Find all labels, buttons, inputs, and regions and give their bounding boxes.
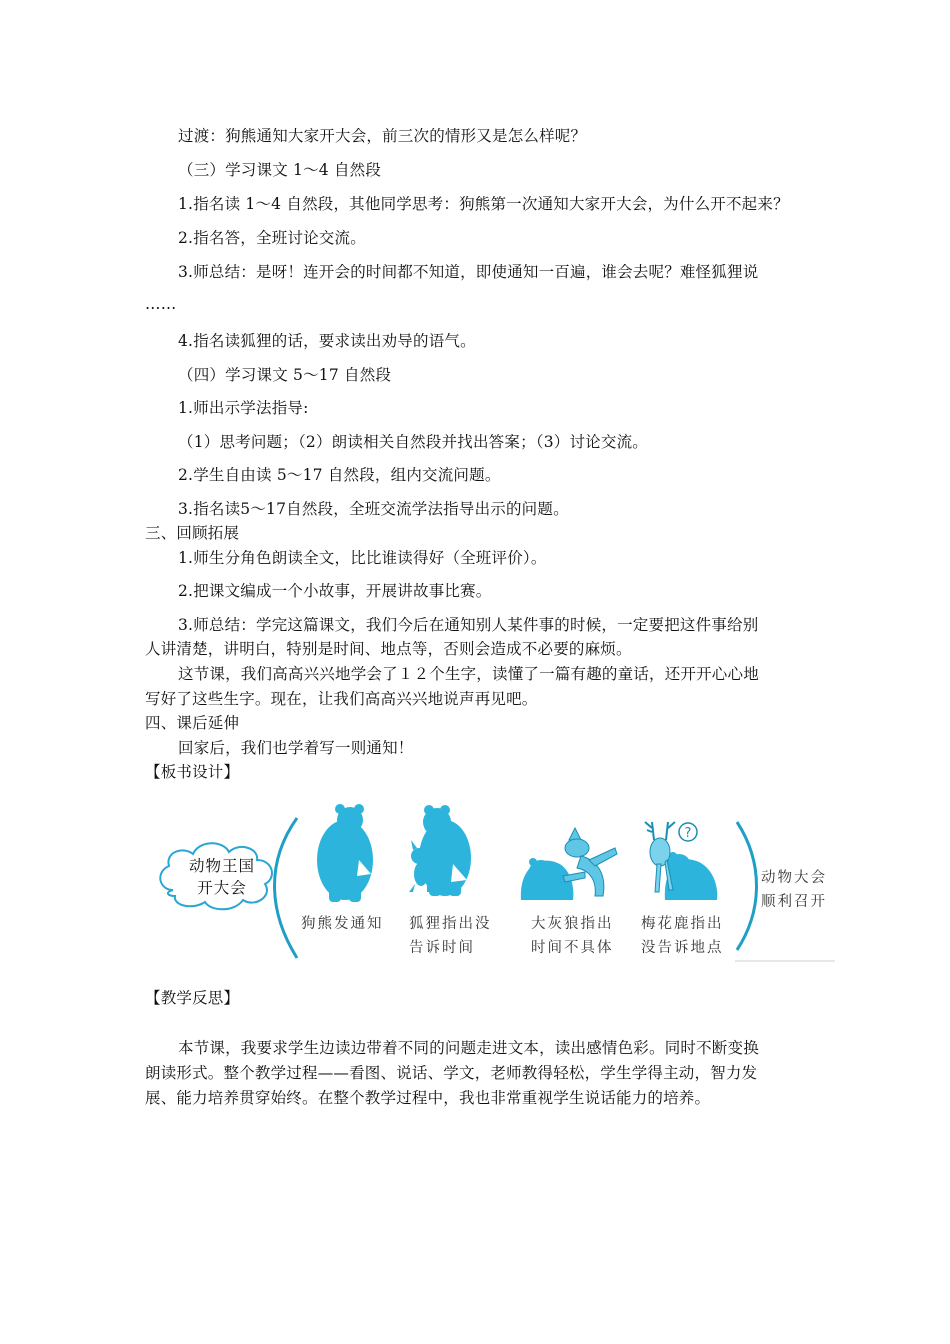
text-line-5: 3.师总结：是呀！连开会的时间都不知道，即使通知一百遍，谁会去呢？难怪狐狸说 (178, 263, 759, 281)
caption-wolf-line-1: 大灰狼指出 (531, 916, 614, 932)
text-line-10: （1）思考问题；（2）朗读相关自然段并找出答案；（3）讨论交流。 (178, 433, 648, 451)
caption-wolf (531, 912, 614, 960)
caption-bear: 狗熊发通知 (301, 916, 384, 932)
reflection-line-3: 展、能力培养贯穿始终。在整个教学过程中，我也非常重视学生说话能力的培养。 (145, 1089, 711, 1107)
bear-1 (317, 804, 373, 902)
caption-wolf-line-2: 时间不具体 (531, 940, 614, 956)
text-line-17: 人讲清楚，讲明白，特别是时间、地点等，否则会造成不必要的麻烦。 (145, 640, 632, 658)
conclusion-line-1: 动物大会 (761, 870, 827, 886)
left-bracket (275, 818, 298, 958)
text-line-9: 1.师出示学法指导: (178, 399, 309, 417)
text-line-14: 1.师生分角色朗读全文，比比谁读得好（全班评价）。 (178, 549, 547, 567)
bear-2 (419, 805, 471, 896)
caption-fox-line-1: 狐狸指出没 (409, 916, 492, 932)
text-line-4: 2.指名答，全班讨论交流。 (178, 229, 366, 247)
conclusion-label (761, 866, 827, 914)
caption-deer (641, 912, 724, 960)
heading-reflection: 【教学反思】 (145, 989, 240, 1007)
board-design-figure (145, 800, 835, 965)
section-heading-3: （三）学习课文 1～4 自然段 (178, 161, 382, 179)
text-line-ellipsis: …… (145, 295, 177, 313)
reflection-line-1: 本节课，我要求学生边读边带着不同的问题走进文本，读出感情色彩。同时不断变换 (178, 1039, 759, 1057)
conclusion-line-2: 顺利召开 (761, 894, 827, 910)
text-line-19: 写好了这些生字。现在，让我们高高兴兴地说声再见吧。 (145, 690, 538, 708)
caption-deer-line-2: 没告诉地点 (641, 940, 724, 956)
text-line-7: 4.指名读狐狸的话，要求读出劝导的语气。 (178, 332, 476, 350)
bear-4 (665, 852, 717, 900)
heading-board-design: 【板书设计】 (145, 763, 240, 781)
reflection-line-2: 朗读形式。整个教学过程——看图、说话、学文，老师教得轻松，学生学得主动，智力发 (145, 1064, 758, 1082)
text-line-11: 2.学生自由读 5～17 自然段，组内交流问题。 (178, 466, 501, 484)
cloud-label-line-1: 动物王国 (188, 857, 255, 875)
right-bracket (737, 822, 757, 950)
text-line-12: 3.指名读5～17自然段，全班交流学法指导出示的问题。 (178, 500, 569, 518)
caption-fox-line-2: 告诉时间 (409, 940, 475, 956)
heading-review: 三、回顾拓展 (145, 524, 240, 542)
text-line-21: 回家后，我们也学着写一则通知！ (178, 739, 414, 757)
text-line-1: 过渡：狗熊通知大家开大会，前三次的情形又是怎么样呢？ (178, 127, 587, 145)
question-bubble-icon (679, 823, 697, 841)
text-line-18: 这节课，我们高高兴兴地学会了１２个生字，读懂了一篇有趣的童话，还开开心心地 (178, 665, 759, 683)
text-line-15: 2.把课文编成一个小故事，开展讲故事比赛。 (178, 582, 492, 600)
section-heading-4: （四）学习课文 5～17 自然段 (178, 366, 392, 384)
cloud-label (177, 855, 267, 899)
text-line-3: 1.指名读 1～4 自然段，其他同学思考：狗熊第一次通知大家开大会，为什么开不起来？ (178, 195, 789, 213)
cloud-label-line-2: 开大会 (197, 879, 247, 897)
text-line-16: 3.师总结：学完这篇课文，我们今后在通知别人某件事的时候，一定要把这件事给别 (178, 616, 759, 634)
caption-deer-line-1: 梅花鹿指出 (641, 916, 724, 932)
question-mark: ? (684, 826, 692, 841)
heading-extension: 四、课后延伸 (145, 714, 240, 732)
caption-fox (409, 912, 492, 960)
